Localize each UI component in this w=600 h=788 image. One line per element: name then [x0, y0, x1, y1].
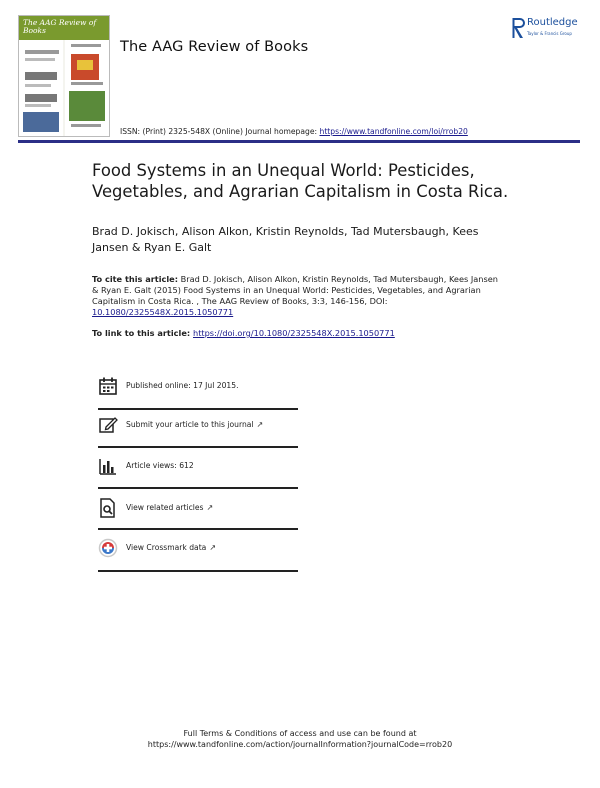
- related-articles-link[interactable]: [126, 503, 213, 512]
- cover-text-line: [71, 82, 103, 85]
- article-authors: Brad D. Jokisch, Alison Alkon, Kristin Reynolds, Tad Mutersbaugh, Kees Jansen & Ryan E. Galt: [92, 225, 479, 254]
- published-date: Published online: 17 Jul 2015.: [126, 381, 239, 390]
- related-row[interactable]: [98, 498, 298, 524]
- submit-article-link[interactable]: [126, 420, 263, 429]
- bar-chart-icon: [98, 456, 118, 476]
- footer-terms-link[interactable]: https://www.tandfonline.com/action/journalInformation?journalCode=rrob20: [147, 740, 453, 749]
- views-row: [98, 456, 298, 482]
- cover-text-line: [71, 44, 101, 47]
- cover-text-line: [25, 72, 57, 80]
- cover-text-line: [25, 50, 59, 54]
- cover-book-image-inner: [77, 60, 93, 70]
- divider: [98, 487, 298, 489]
- cover-text-line: [25, 84, 51, 87]
- crossmark-icon: [98, 538, 118, 558]
- issn-line: [120, 127, 468, 136]
- external-link-icon: ↗: [256, 420, 264, 429]
- journal-homepage-link[interactable]: https://www.tandfonline.com/loi/rrob20: [319, 127, 468, 136]
- cover-text-line: [25, 104, 51, 107]
- crossmark-row[interactable]: [98, 538, 298, 564]
- edit-icon: [98, 415, 118, 435]
- crossmark-label: View Crossmark data: [126, 543, 207, 552]
- article-title: Food Systems in an Unequal World: Pesticides, Vegetables, and Agrarian Capitalism in Costa Rica.: [92, 161, 509, 201]
- submit-row[interactable]: [98, 415, 298, 441]
- cover-title: The AAG Review of Books: [19, 16, 109, 40]
- citation-label: To cite this article:: [92, 274, 178, 284]
- published-row: [98, 376, 298, 402]
- citation-block: [92, 274, 502, 318]
- article-doi-url[interactable]: https://doi.org/10.1080/2325548X.2015.1050771: [193, 328, 395, 338]
- calendar-icon: [98, 376, 118, 396]
- crossmark-link[interactable]: [126, 543, 216, 552]
- routledge-r-icon: [512, 16, 526, 40]
- journal-cover-image: [18, 15, 110, 137]
- link-to-label: To link to this article:: [92, 328, 193, 338]
- link-to-article: [92, 328, 395, 338]
- divider: [98, 408, 298, 410]
- cover-text-line: [25, 94, 57, 102]
- divider: [98, 528, 298, 530]
- cover-book-image-green: [69, 91, 105, 121]
- external-link-icon: ↗: [206, 503, 214, 512]
- footer-terms-text: Full Terms & Conditions of access and use can be found at: [183, 729, 417, 738]
- divider: [98, 446, 298, 448]
- journal-title: The AAG Review of Books: [120, 39, 309, 55]
- publisher-tagline: Taylor & Francis Group: [527, 31, 572, 36]
- header-rule: [18, 140, 580, 143]
- cover-text-line: [25, 58, 55, 61]
- citation-text: Brad D. Jokisch, Alison Alkon, Kristin Reynolds, Tad Mutersbaugh, Kees Jansen & Ryan E. Galt (2015) Food Systems in an Unequal World: Pesticides, Vegetables, and Agrarian Capitalism in Costa Rica. , The AAG Review of Books, 3:3, 146-156, DOI:: [92, 274, 498, 306]
- related-label: View related articles: [126, 503, 204, 512]
- document-search-icon: [98, 498, 118, 518]
- routledge-logo: [512, 16, 592, 46]
- footer: [0, 728, 600, 750]
- issn-text: ISSN: (Print) 2325-548X (Online) Journal homepage:: [120, 127, 320, 136]
- divider: [98, 570, 298, 572]
- cover-book-image-blue: [23, 112, 59, 132]
- publisher-name: Routledge: [527, 17, 578, 28]
- submit-label: Submit your article to this journal: [126, 420, 254, 429]
- citation-doi-link[interactable]: 10.1080/2325548X.2015.1050771: [92, 307, 234, 317]
- external-link-icon: ↗: [209, 543, 217, 552]
- cover-text-line: [71, 124, 101, 127]
- article-views: Article views: 612: [126, 461, 194, 470]
